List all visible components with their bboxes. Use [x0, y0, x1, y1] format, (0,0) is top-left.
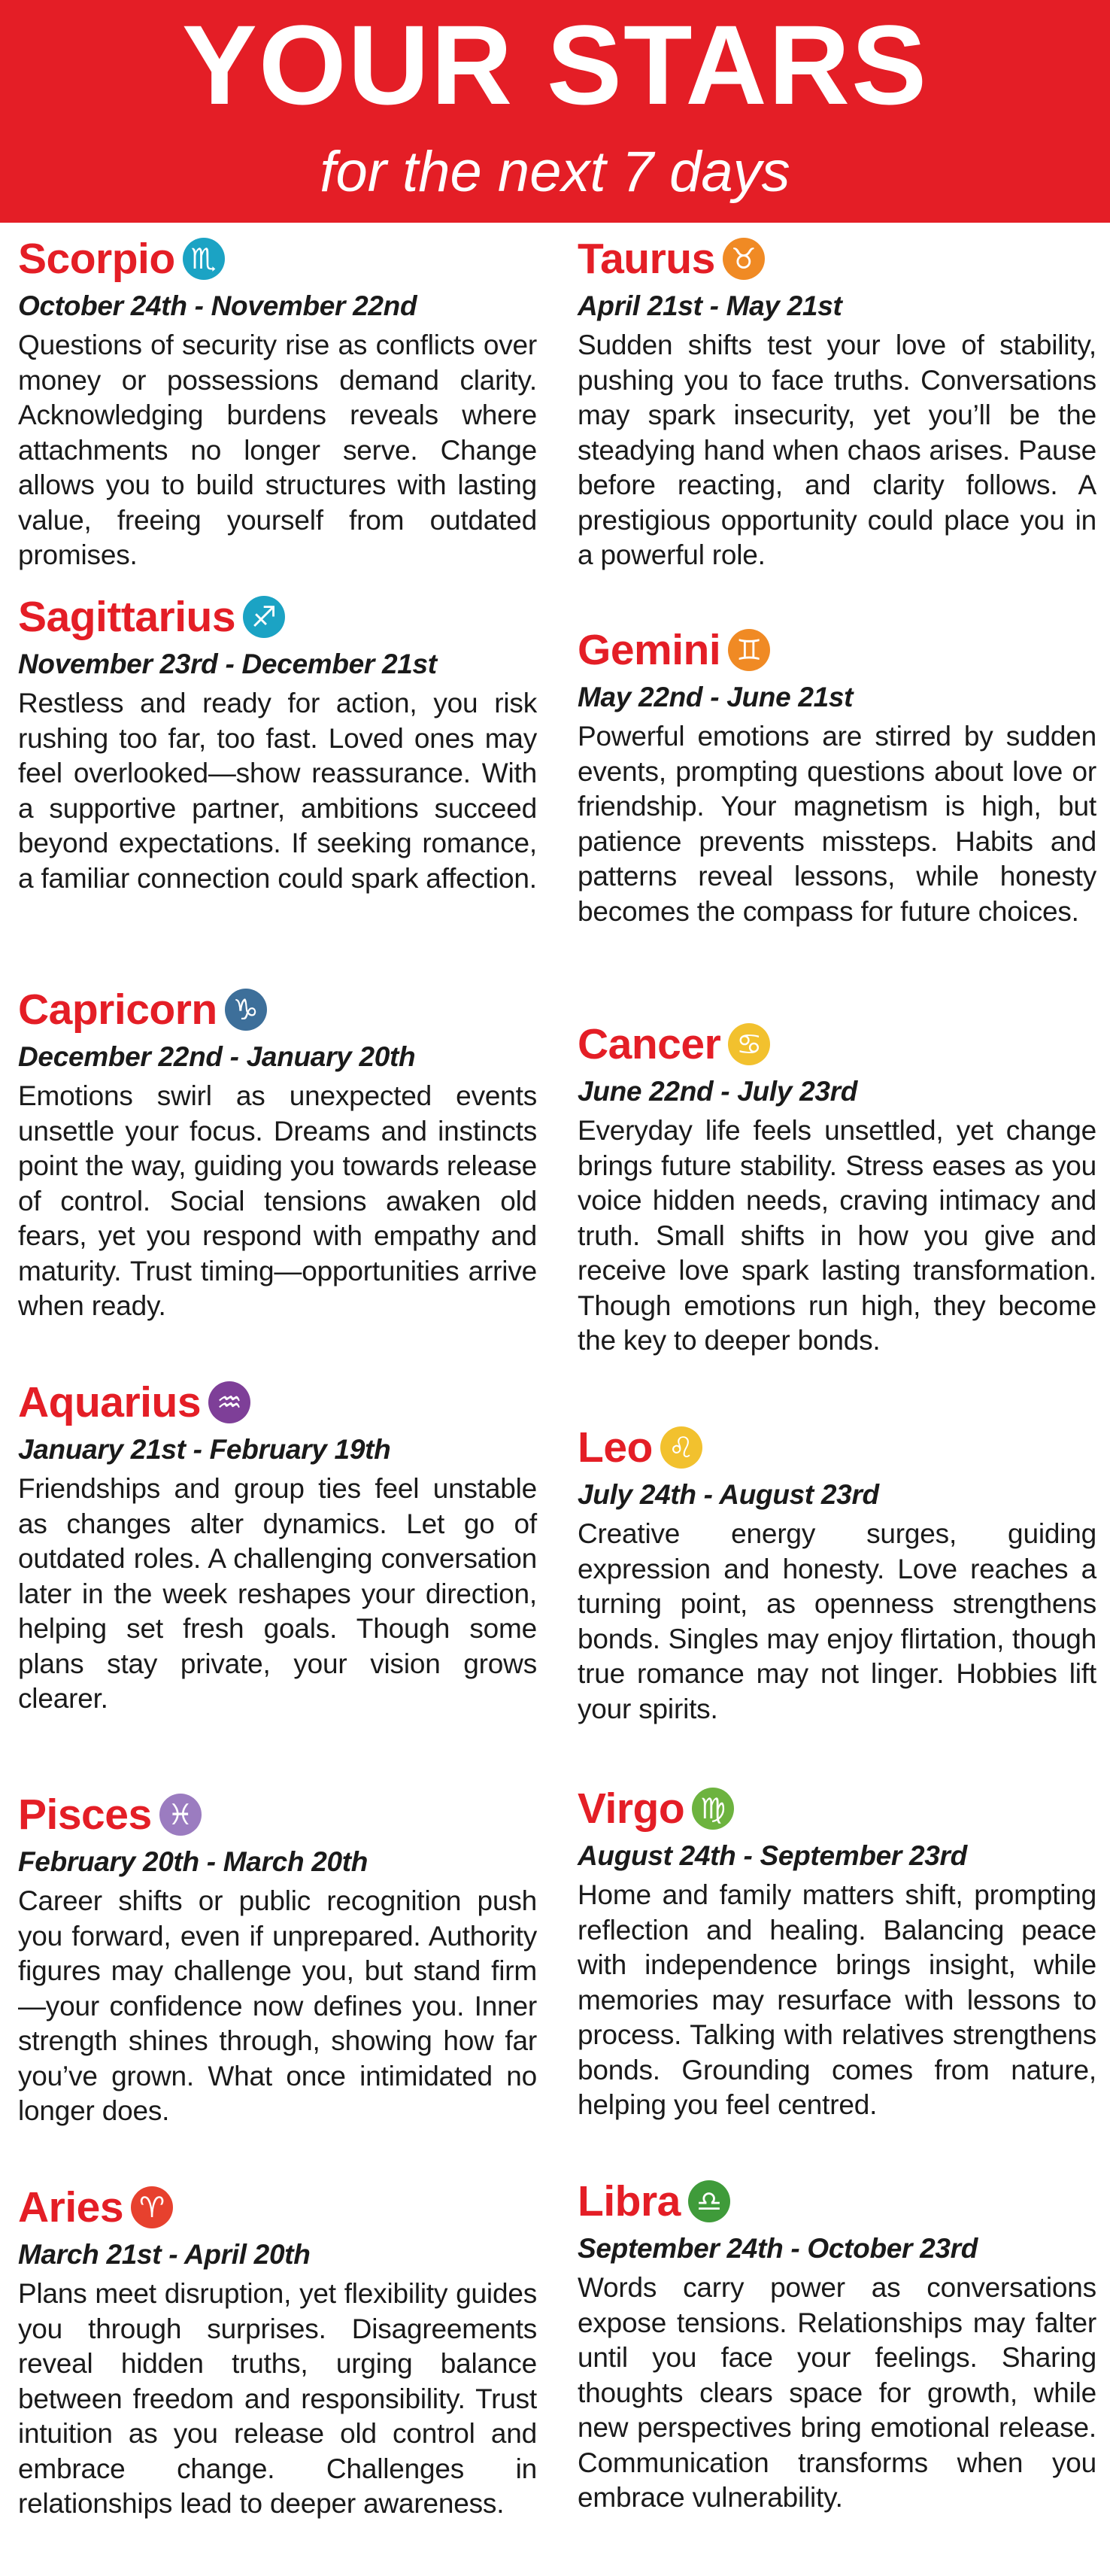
- sign-name: Virgo: [578, 1785, 685, 1833]
- sagittarius-icon: ♐: [243, 596, 285, 638]
- leo-icon: ♌: [660, 1426, 702, 1469]
- sign-text: Home and family matters shift, prompting reflection and healing. Balancing peace with independence brings insight, while memories may resurface with lessons to process. Talking with relatives strengthens bonds. Grounding comes from nature, helping you feel centred.: [578, 1879, 1096, 2120]
- sign-dates: June 22nd - July 23rd: [578, 1076, 858, 1107]
- sign-text: Friendships and group ties feel unstable as changes alter dynamics. Let go of outdated roles. A challenging conversation later in the week reshapes your direction, helping set fresh goals. Though some plans stay private, your vision grows clearer.: [18, 1473, 537, 1714]
- capricorn-icon: ♑: [225, 989, 267, 1031]
- gemini-icon: ♊: [728, 629, 770, 671]
- horoscope-scorpio: [18, 230, 537, 573]
- sign-name: Pisces: [18, 1791, 152, 1839]
- horoscope-aries: [18, 2179, 537, 2522]
- sign-text: Questions of security rise as conflicts over money or possessions demand clarity. Acknowledging burdens reveals where attachments no longer serve. Change allows you to build structures with lasting value, freeing yourself from outdated promises.: [18, 330, 537, 570]
- sign-dates: January 21st - February 19th: [18, 1434, 391, 1465]
- sign-name: Cancer: [578, 1020, 721, 1068]
- sign-name: Gemini: [578, 626, 721, 674]
- horoscope-leo: [578, 1419, 1096, 1727]
- sign-dates: September 24th - October 23rd: [578, 2233, 978, 2264]
- sign-name: Aquarius: [18, 1378, 202, 1426]
- sign-name: Scorpio: [18, 235, 175, 283]
- sign-text: Career shifts or public recognition push you forward, even if unprepared. Authority figures may challenge you, but stand firm—your confidence now defines you. Inner strength shines through, showing how far you’ve grown. What once intimidated no longer does.: [18, 1885, 537, 2126]
- horoscope-aquarius: [18, 1374, 537, 1717]
- horoscope-gemini: [578, 621, 1096, 929]
- sign-dates: February 20th - March 20th: [18, 1846, 368, 1877]
- virgo-icon: ♍: [692, 1788, 734, 1830]
- sign-text: Plans meet disruption, yet flexibility guides you through surprises. Disagreements reveal hidden truths, urging balance between freedom and responsibility. Trust intuition as you release old control and embrace change. Challenges in relationships lead to deeper awareness.: [18, 2278, 537, 2519]
- horoscope-libra: [578, 2173, 1096, 2516]
- sign-text: Sudden shifts test your love of stability, pushing you to face truths. Conversations may spark insecurity, yet you’ll be the steadying hand when chaos arises. Pause before reacting, and clarity follows. A prestigious opportunity could place you in a powerful role.: [578, 330, 1096, 570]
- sign-text: Everyday life feels unsettled, yet change brings future stability. Stress eases as you voice hidden needs, craving intimacy and truth. Small shifts in how you give and receive love spark lasting transformation. Though emotions run high, they become the key to deeper bonds.: [578, 1115, 1096, 1356]
- horoscope-capricorn: [18, 981, 537, 1324]
- sign-name: Leo: [578, 1423, 653, 1472]
- pisces-icon: ♓: [159, 1794, 202, 1836]
- sign-dates: May 22nd - June 21st: [578, 682, 854, 712]
- cancer-icon: ♋: [728, 1023, 770, 1065]
- sign-dates: July 24th - August 23rd: [578, 1479, 879, 1510]
- horoscope-cancer: [578, 1016, 1096, 1359]
- sign-text: Powerful emotions are stirred by sudden events, prompting questions about love or friendship. Your magnetism is high, but patience prevents missteps. Habits and patterns reveal lessons, while honesty becomes the compass for future choices.: [578, 721, 1096, 927]
- aries-icon: ♈: [131, 2186, 173, 2228]
- horoscope-virgo: [578, 1780, 1096, 2123]
- horoscope-sagittarius: [18, 588, 537, 896]
- sign-name: Aries: [18, 2183, 124, 2231]
- sign-dates: December 22nd - January 20th: [18, 1041, 416, 1072]
- page-subtitle: for the next 7 days: [320, 140, 790, 204]
- header-banner: [0, 0, 1110, 223]
- sign-name: Capricorn: [18, 986, 217, 1034]
- sign-text: Restless and ready for action, you risk rushing too far, too fast. Loved ones may feel overlooked—show reassurance. With a supportive partner, ambitions succeed beyond expectations. If seeking romance, a familiar connection could spark affection.: [18, 688, 537, 894]
- sign-dates: November 23rd - December 21st: [18, 649, 437, 679]
- horoscope-taurus: [578, 230, 1096, 573]
- sign-text: Creative energy surges, guiding expression and honesty. Love reaches a turning point, as openness strengthens bonds. Singles may enjoy flirtation, though true romance may not linger. Hobbies lift your spirits.: [578, 1518, 1096, 1724]
- page-title: YOUR STARS: [181, 2, 929, 128]
- sign-dates: October 24th - November 22nd: [18, 290, 417, 321]
- sign-dates: April 21st - May 21st: [578, 290, 842, 321]
- libra-icon: ♎: [688, 2180, 730, 2222]
- sign-dates: March 21st - April 20th: [18, 2239, 311, 2270]
- sign-name: Libra: [578, 2177, 681, 2225]
- sign-name: Taurus: [578, 235, 715, 283]
- aquarius-icon: ♒: [208, 1381, 250, 1423]
- scorpio-icon: ♏: [183, 238, 225, 280]
- sign-name: Sagittarius: [18, 593, 236, 641]
- taurus-icon: ♉: [723, 238, 765, 280]
- sign-text: Emotions swirl as unexpected events unsettle your focus. Dreams and instincts point the way, guiding you towards release of control. Social tensions awaken old fears, yet you respond with empathy and maturity. Trust timing—opportunities arrive when ready.: [18, 1080, 537, 1321]
- sign-text: Words carry power as conversations expose tensions. Relationships may falter until you face your feelings. Sharing thoughts clears space for growth, while new perspectives bring emotional release. Communication transforms when you embrace vulnerability.: [578, 2272, 1096, 2513]
- horoscope-pisces: [18, 1786, 537, 2129]
- sign-dates: August 24th - September 23rd: [578, 1840, 967, 1871]
